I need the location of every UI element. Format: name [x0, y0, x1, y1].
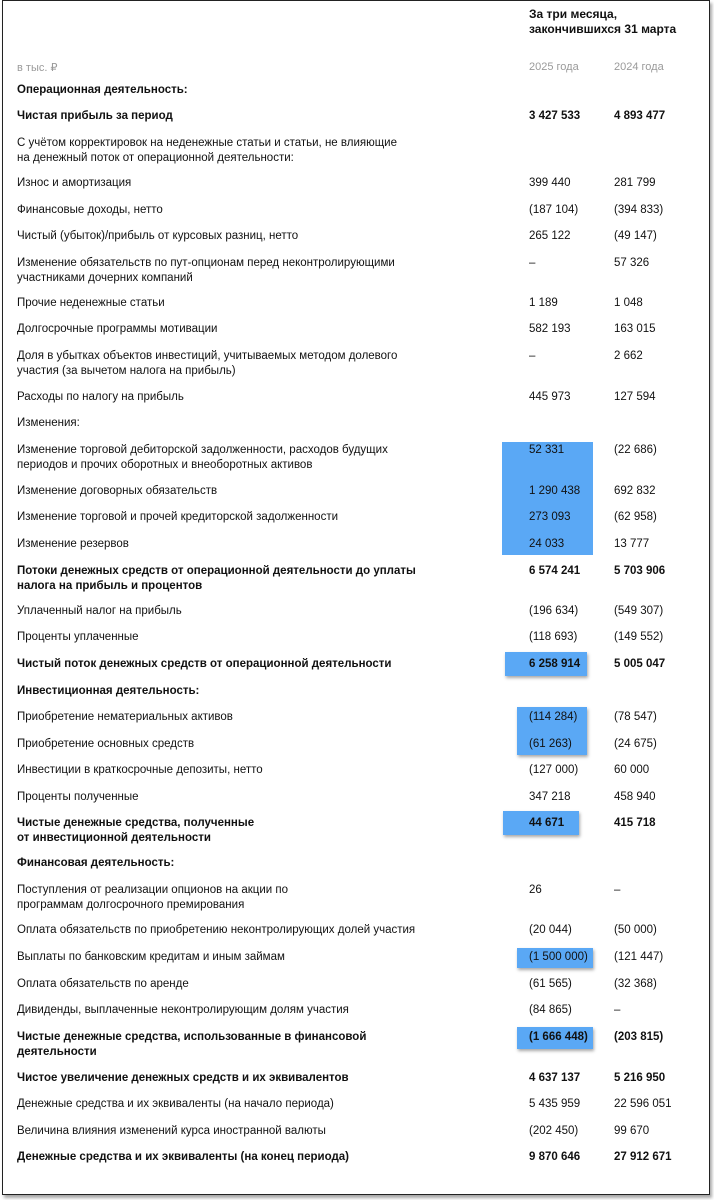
row-label: Доля в убытках объектов инвестиций, учитываемых методом долевого участия (за вычетом налога на прибыль) [17, 350, 398, 377]
row-label: Изменение обязательств по пут-опционам перед неконтролирующими участниками дочерних компаний [17, 257, 395, 284]
value-2024: 163 015 [614, 323, 656, 335]
value-2024: 127 594 [614, 391, 656, 403]
value-2025: (84 865) [529, 1004, 572, 1016]
value-2024: (32 368) [614, 978, 657, 990]
row-label: Инвестиции в краткосрочные депозиты, нетто [17, 764, 263, 776]
value-2025: 1 189 [529, 297, 558, 309]
value-2024: (203 815) [614, 1031, 664, 1043]
value-2024: 281 799 [614, 177, 656, 189]
row-label: Оплата обязательств по приобретению неконтролирующих долей участия [17, 924, 416, 936]
value-2024: – [614, 1004, 621, 1016]
row-label: Изменение договорных обязательств [17, 485, 218, 497]
period-heading: За три месяца, закончившихся 31 марта [529, 7, 677, 36]
row-label: Расходы по налогу на прибыль [17, 391, 184, 403]
row-label: Чистый (убыток)/прибыль от курсовых разниц, нетто [17, 230, 299, 242]
row-label: Операционная деятельность: [17, 84, 188, 96]
value-2024: 13 777 [614, 538, 650, 550]
row-label: Приобретение основных средств [17, 738, 195, 750]
value-2025: (1 666 448) [529, 1031, 588, 1043]
value-2025: 265 122 [529, 230, 571, 242]
value-2025: – [529, 350, 536, 362]
value-2024: 415 718 [614, 817, 656, 829]
row-label: Инвестиционная деятельность: [17, 685, 200, 697]
value-2025: (20 044) [529, 924, 572, 936]
value-2024: (49 147) [614, 230, 657, 242]
value-2025: 3 427 533 [529, 110, 581, 122]
value-2025: 273 093 [529, 511, 571, 523]
value-2025: 399 440 [529, 177, 571, 189]
value-2025: (187 104) [529, 204, 579, 216]
value-2025: (196 634) [529, 605, 579, 617]
row-label: Величина влияния изменений курса иностранной валюты [17, 1125, 326, 1137]
value-2025: 9 870 646 [529, 1151, 581, 1163]
year-2025-header: 2025 года [529, 61, 579, 73]
value-2024: (149 552) [614, 631, 664, 643]
value-2024: 5 005 047 [614, 658, 666, 670]
value-2024: 2 662 [614, 350, 643, 362]
value-2025: 44 671 [529, 817, 565, 829]
row-label: Изменение резервов [17, 538, 129, 550]
row-label: Чистый поток денежных средств от операционной деятельности [17, 658, 392, 670]
value-2024: 692 832 [614, 485, 656, 497]
value-2025: 26 [529, 884, 542, 896]
value-2024: (50 000) [614, 924, 657, 936]
row-label: Выплаты по банковским кредитам и иным займам [17, 951, 285, 963]
year-2024-header: 2024 года [614, 61, 664, 73]
row-label: Чистые денежные средства, полученные от инвестиционной деятельности [17, 817, 255, 844]
value-2025: (114 284) [529, 711, 578, 723]
value-2025: 52 331 [529, 444, 565, 456]
row-label: Прочие неденежные статьи [17, 297, 165, 309]
row-label: Чистая прибыль за период [17, 110, 173, 122]
value-2025: 445 973 [529, 391, 571, 403]
value-2025: 347 218 [529, 791, 571, 803]
value-2025: 1 290 438 [529, 485, 581, 497]
row-label: Приобретение нематериальных активов [17, 711, 233, 723]
row-label: Чистые денежные средства, использованные в финансовой деятельности [17, 1031, 367, 1058]
value-2025: 582 193 [529, 323, 571, 335]
value-2024: 27 912 671 [614, 1151, 672, 1163]
row-label: Дивиденды, выплаченные неконтролирующим долям участия [17, 1004, 349, 1016]
value-2025: (127 000) [529, 764, 579, 776]
row-label: С учётом корректировок на неденежные статьи и статьи, не влияющие на денежный поток от операционной деятельности: [17, 137, 398, 164]
row-label: Проценты полученные [17, 791, 139, 803]
value-2024: 5 703 906 [614, 565, 666, 577]
row-label: Денежные средства и их эквиваленты (на начало периода) [17, 1098, 334, 1110]
row-label: Чистое увеличение денежных средств и их эквивалентов [17, 1072, 349, 1084]
unit-label: в тыс. ₽ [17, 62, 58, 74]
row-label: Проценты уплаченные [17, 631, 139, 643]
value-2024: (121 447) [614, 951, 664, 963]
statement-page [2, 0, 710, 1195]
value-2025: – [529, 257, 536, 269]
value-2025: 6 574 241 [529, 565, 581, 577]
value-2025: 4 637 137 [529, 1072, 581, 1084]
value-2024: 4 893 477 [614, 110, 666, 122]
value-2025: 24 033 [529, 538, 565, 550]
value-2024: – [614, 884, 621, 896]
value-2024: (22 686) [614, 444, 657, 456]
value-2024: 57 326 [614, 257, 650, 269]
value-2025: (61 565) [529, 978, 572, 990]
row-label: Финансовые доходы, нетто [17, 204, 163, 216]
value-2025: (118 693) [529, 631, 578, 643]
row-label: Поступления от реализации опционов на акции по программам долгосрочного премирования [17, 884, 289, 911]
value-2024: 458 940 [614, 791, 656, 803]
row-label: Денежные средства и их эквиваленты (на конец периода) [17, 1151, 349, 1163]
value-2025: (61 263) [529, 738, 572, 750]
row-label: Износ и амортизация [17, 177, 132, 189]
row-label: Уплаченный налог на прибыль [17, 605, 182, 617]
value-2024: 60 000 [614, 764, 650, 776]
value-2024: 99 670 [614, 1125, 650, 1137]
value-2024: (549 307) [614, 605, 664, 617]
value-2024: 1 048 [614, 297, 643, 309]
row-label: Изменение торговой и прочей кредиторской задолженности [17, 511, 339, 523]
value-2024: 5 216 950 [614, 1072, 666, 1084]
value-2025: 6 258 914 [529, 658, 581, 670]
value-2025: (202 450) [529, 1125, 579, 1137]
value-2025: (1 500 000) [529, 951, 588, 963]
value-2025: 5 435 959 [529, 1098, 581, 1110]
value-2024: (394 833) [614, 204, 664, 216]
row-label: Долгосрочные программы мотивации [17, 323, 218, 335]
value-2024: (62 958) [614, 511, 657, 523]
row-label: Потоки денежных средств от операционной деятельности до уплаты налога на прибыль и процентов [17, 565, 416, 592]
value-2024: (24 675) [614, 738, 657, 750]
value-2024: (78 547) [614, 711, 657, 723]
row-label: Изменение торговой дебиторской задолженности, расходов будущих периодов и прочих оборотных и внеоборотных активов [17, 444, 388, 471]
row-label: Изменения: [17, 417, 80, 429]
row-label: Оплата обязательств по аренде [17, 978, 189, 990]
row-label: Финансовая деятельность: [17, 857, 175, 869]
value-2024: 22 596 051 [614, 1098, 672, 1110]
